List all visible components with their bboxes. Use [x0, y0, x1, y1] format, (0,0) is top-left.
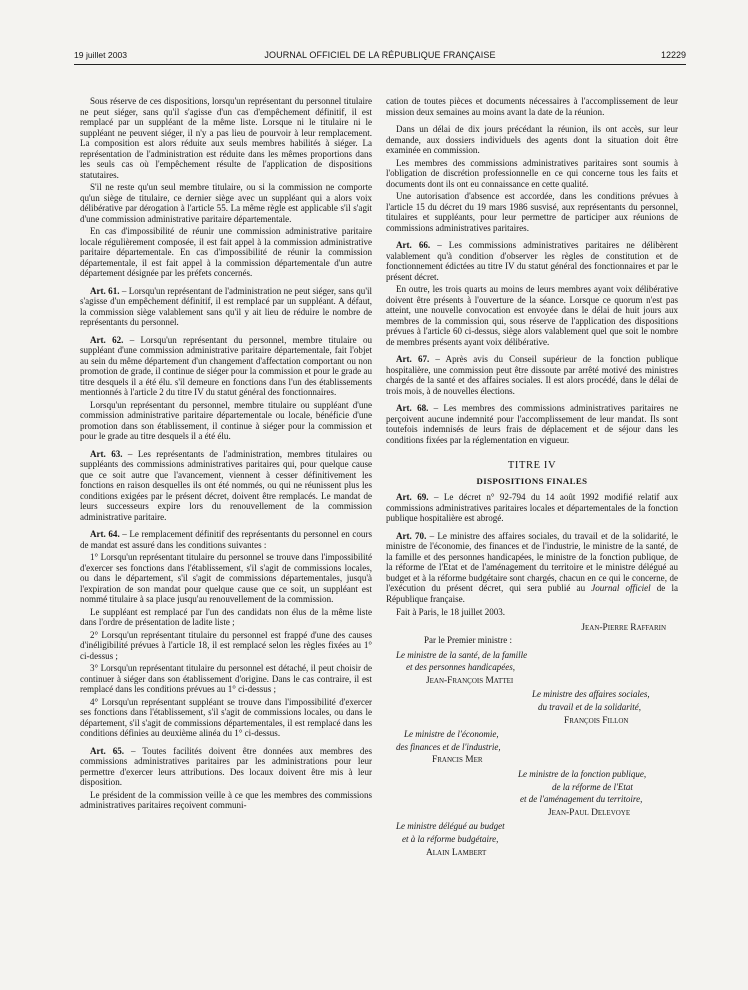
- article-69: [386, 492, 678, 524]
- article-label: Art. 64.: [90, 529, 120, 539]
- article-label: Art. 61.: [90, 285, 120, 296]
- article-label: Art. 68.: [396, 403, 429, 413]
- signatory-name: Jean-François Mattei: [426, 675, 514, 686]
- article-61: [80, 286, 372, 328]
- article-68: [386, 403, 678, 445]
- article-text: – Lorsqu'un représentant de l'administration ne peut siéger, sans qu'il s'agisse d'un empêchement définitif, il est remplacé par un suppléant. A défaut, la commission siège valablement sans qu'il y ait lieu de réduire le nombre de représentants du personnel.: [80, 285, 372, 327]
- article-text: – Les représentants de l'administration, membres titulaires ou suppléants des commissions administratives paritaires qui, pour quelque cause que ce soit autre que l'avancement, viennent à cesser définitivement les fonctions en raison desquelles ils ont été nommés, ou qui ne réunissent plus les conditions exigées par le présent décret, doivent être remplacés. Le mandat de leurs successeurs expire lors du renouvellement de la commission administrative paritaire.: [80, 448, 372, 522]
- article-label: Art. 69.: [396, 492, 429, 502]
- signature-date: Fait à Paris, le 18 juillet 2003.: [396, 607, 506, 617]
- paragraph: 3° Lorsqu'un représentant titulaire du personnel est détaché, il peut choisir de continuer à siéger dans son établissement d'origine. Dans le cas contraire, il est remplacé dans les conditions prévues au 1° ci-dessus ;: [80, 663, 372, 694]
- article-text: – Lorsqu'un représentant du personnel, membre titulaire ou suppléant d'une commission administrative paritaire départementale, fait l'objet au sein du même département d'un changement d'affectation comportant ou non promotion de grade, il continue de siéger pour la commission et pour le grade au titre desquels il a été élu. s'il demeure en fonctions dans l'un des établissements mentionnés à l'article 2 du titre IV du statut général des fonctionnaires.: [80, 334, 372, 397]
- article-70: [386, 531, 678, 605]
- paragraph: 4° Lorsqu'un représentant suppléant se trouve dans l'impossibilité d'exercer ses fonctions dans l'établissement, s'il s'agit de commissions locales, ou dans le département, s'il s'agit de commissions départementales, il est remplacé dans les conditions définies au deuxième alinéa du 1° ci-dessus.: [80, 696, 372, 738]
- article-67: [386, 354, 678, 396]
- article-text: – Les commissions administratives paritaires ne délibèrent valablement qu'à condition d'observer les règles de constitution et de fonctionnement édictées au titre IV du statut général des fonctionnaires et par le présent décret.: [386, 240, 678, 282]
- signatory-role: et de l'aménagement du territoire,: [520, 794, 643, 805]
- right-column: [386, 96, 678, 860]
- article-text: – Les membres des commissions administratives paritaires ne perçoivent aucune indemnité pour l'accomplissement de leur mandat. Ils sont toutefois indemnisés de leurs frais de déplacement et de séjour dans les conditions fixées par la réglementation en vigueur.: [386, 403, 678, 445]
- signatory-role: Le ministre des affaires sociales,: [532, 689, 650, 700]
- page-number: 12229: [660, 50, 686, 60]
- signatory-role: de la réforme de l'Etat: [552, 781, 633, 792]
- paragraph: cation de toutes pièces et documents nécessaires à l'accomplissement de leur mission deux semaines au moins avant la date de la réunion.: [386, 96, 678, 117]
- signatory-role: Le ministre de la fonction publique,: [518, 769, 647, 780]
- article-64: [80, 529, 372, 550]
- article-63: [80, 449, 372, 523]
- signatory-role: des finances et de l'industrie,: [396, 741, 501, 752]
- article-text: – Le ministre des affaires sociales, du travail et de la solidarité, le ministre de l'économie, des finances et de l'industrie, le ministre de la santé, de la famille et des personnes handicapées, le ministre de la fonction publique, de la réforme de l'Etat et de l'aménagement du territoire et le ministre délégué au budget et à la réforme budgétaire sont chargés, chacun en ce qui le concerne, de l'exécution du présent décret, qui sera publié au: [386, 530, 678, 593]
- signatory-role: Le ministre délégué au budget: [396, 821, 505, 832]
- journal-officiel-ref: Journal officiel: [591, 583, 651, 593]
- article-text: – Après avis du Conseil supérieur de la fonction publique hospitalière, une commission peut être dissoute par arrêté motivé des ministres chargés de la santé et des affaires sociales. Il est alors procédé, dans le délai de trois mois, à de nouvelles élections.: [386, 354, 678, 396]
- paragraph: Sous réserve de ces dispositions, lorsqu'un représentant du personnel titulaire ne peut siéger, sans qu'il s'agisse d'un cas d'empêchement définitif, il est remplacé par un suppléant de la même liste. Lorsque ni le titulaire ni le suppléant ne peuvent siéger, il n'y a pas lieu de pourvoir à leur remplacement. La composition est alors réduite aux seuls membres habilités à siéger. La représentation de l'administration est réduite dans les mêmes proportions dans les seuls cas où l'empêchement résulte de l'application de dispositions statutaires.: [80, 96, 372, 180]
- signatory-role: Le ministre de la santé, de la famille: [396, 649, 528, 660]
- signatures: [386, 622, 678, 859]
- article-label: Art. 67.: [396, 354, 430, 364]
- signatory-name: François Fillon: [564, 715, 629, 726]
- signatory-role: et à la réforme budgétaire,: [402, 834, 499, 844]
- paragraph: Les membres des commissions administratives paritaires sont soumis à l'obligation de discrétion professionnelle en ce qui concerne tous les faits et documents dont ils ont eu connaissance en cette qualité.: [386, 157, 678, 189]
- article-label: Art. 65.: [90, 745, 125, 756]
- publication-date: 19 juillet 2003: [74, 50, 128, 60]
- signatory-role: Le ministre de l'économie,: [404, 729, 499, 740]
- journal-title: JOURNAL OFFICIEL DE LA RÉPUBLIQUE FRANÇAISE: [264, 50, 496, 60]
- article-label: Art. 70.: [396, 530, 427, 541]
- article-66: [386, 240, 678, 282]
- article-62: [80, 335, 372, 398]
- article-text: de la République française.: [386, 583, 678, 604]
- title-heading: TITRE IV: [507, 460, 557, 471]
- signatory-role: et des personnes handicapées,: [406, 662, 515, 673]
- paragraph: Lorsqu'un représentant du personnel, membre titulaire ou suppléant d'une commission administrative paritaire départementale ou locale, bénéficie d'une promotion dans son établissement, il continue à siéger pour la commission et pour le grade au titre desquels il a été élu.: [80, 399, 372, 441]
- paragraph: Dans un délai de dix jours précédant la réunion, ils ont accès, sur leur demande, aux dossiers individuels des agents dont la situation doit être examinée en commission.: [386, 124, 678, 155]
- signatory-name: Francis Mer: [432, 755, 483, 766]
- article-label: Art. 66.: [396, 240, 431, 250]
- paragraph: Une autorisation d'absence est accordée, dans les conditions prévues à l'article 15 du décret du 19 mars 1986 susvisé, aux représentants du personnel, titulaires et suppléants, pour leur permettre de participer aux réunions de commissions administratives paritaires.: [386, 191, 678, 233]
- paragraph: 1° Lorsqu'un représentant titulaire du personnel se trouve dans l'impossibilité d'exercer ses fonctions dans l'établissement, s'il s'agit de commissions locales, ou dans le département, s'il s'agit de commissions départementales, jusqu'à l'expiration de son mandat pour quelque cause que ce soit, un suppléant est nommé titulaire à sa place jusqu'au renouvellement de la commission.: [80, 552, 372, 604]
- article-label: Art. 62.: [90, 334, 124, 345]
- signatory-name: Jean-Pierre Raffarin: [581, 622, 666, 633]
- signatory-role: Par le Premier ministre :: [424, 635, 512, 646]
- signatory-name: Jean-Paul Delevoye: [548, 807, 631, 818]
- paragraph: En cas d'impossibilité de réunir une commission administrative paritaire locale régulièrement composée, il est fait appel à la commission administrative paritaire départementale. En cas d'impossibilité de réunir la commission départementale, il est fait appel à la commission départementale d'un autre département désignée par les préfets concernés.: [80, 226, 372, 278]
- article-text: – Le remplacement définitif des représentants du personnel en cours de mandat est assuré dans les conditions suivantes :: [80, 529, 372, 550]
- left-column: [80, 96, 372, 813]
- section-heading: DISPOSITIONS FINALES: [476, 475, 588, 486]
- article-label: Art. 63.: [90, 448, 123, 459]
- signatory-name: Alain Lambert: [426, 847, 487, 858]
- paragraph: S'il ne reste qu'un seul membre titulaire, ou si la commission ne comporte qu'un siège de titulaire, ce dernier siège avec un suppléant qui a alors voix délibérative par dérogation à l'article 55. La même règle est applicable s'il s'agit d'une commission administrative paritaire départementale.: [80, 182, 372, 224]
- article-text: – Toutes facilités doivent être données aux membres des commissions administratives paritaires par les administrations pour leur permettre d'exercer leurs attributions. Des locaux doivent être mis à leur disposition.: [80, 745, 372, 787]
- paragraph: Le président de la commission veille à ce que les membres des commissions administratives paritaires reçoivent communi-: [80, 789, 372, 810]
- article-text: – Le décret n° 92-794 du 14 août 1992 modifié relatif aux commissions administratives paritaires locales et départementales de la fonction publique hospitalière est abrogé.: [386, 492, 678, 523]
- paragraph: En outre, les trois quarts au moins de leurs membres ayant voix délibérative doivent être présents à l'ouverture de la séance. Lorsque ce quorum n'est pas atteint, une nouvelle convocation est envoyée dans le délai de huit jours aux membres de la commission qui, sous réserve de l'application des dispositions prévues à l'article 60 ci-dessus, siège alors valablement quel que soit le nombre de membres présents ayant voix délibérative.: [386, 284, 678, 347]
- signatory-role: du travail et de la solidarité,: [538, 702, 641, 713]
- paragraph: Le suppléant est remplacé par l'un des candidats non élus de la même liste dans l'ordre de présentation de ladite liste ;: [80, 606, 372, 627]
- page-header: [74, 50, 686, 64]
- article-65: [80, 746, 372, 788]
- header-rule: [74, 64, 686, 65]
- paragraph: 2° Lorsqu'un représentant titulaire du personnel est frappé d'une des causes d'inéligibilité prévues à l'article 18, il est remplacé selon les règles fixées au 1° ci-dessus ;: [80, 629, 372, 661]
